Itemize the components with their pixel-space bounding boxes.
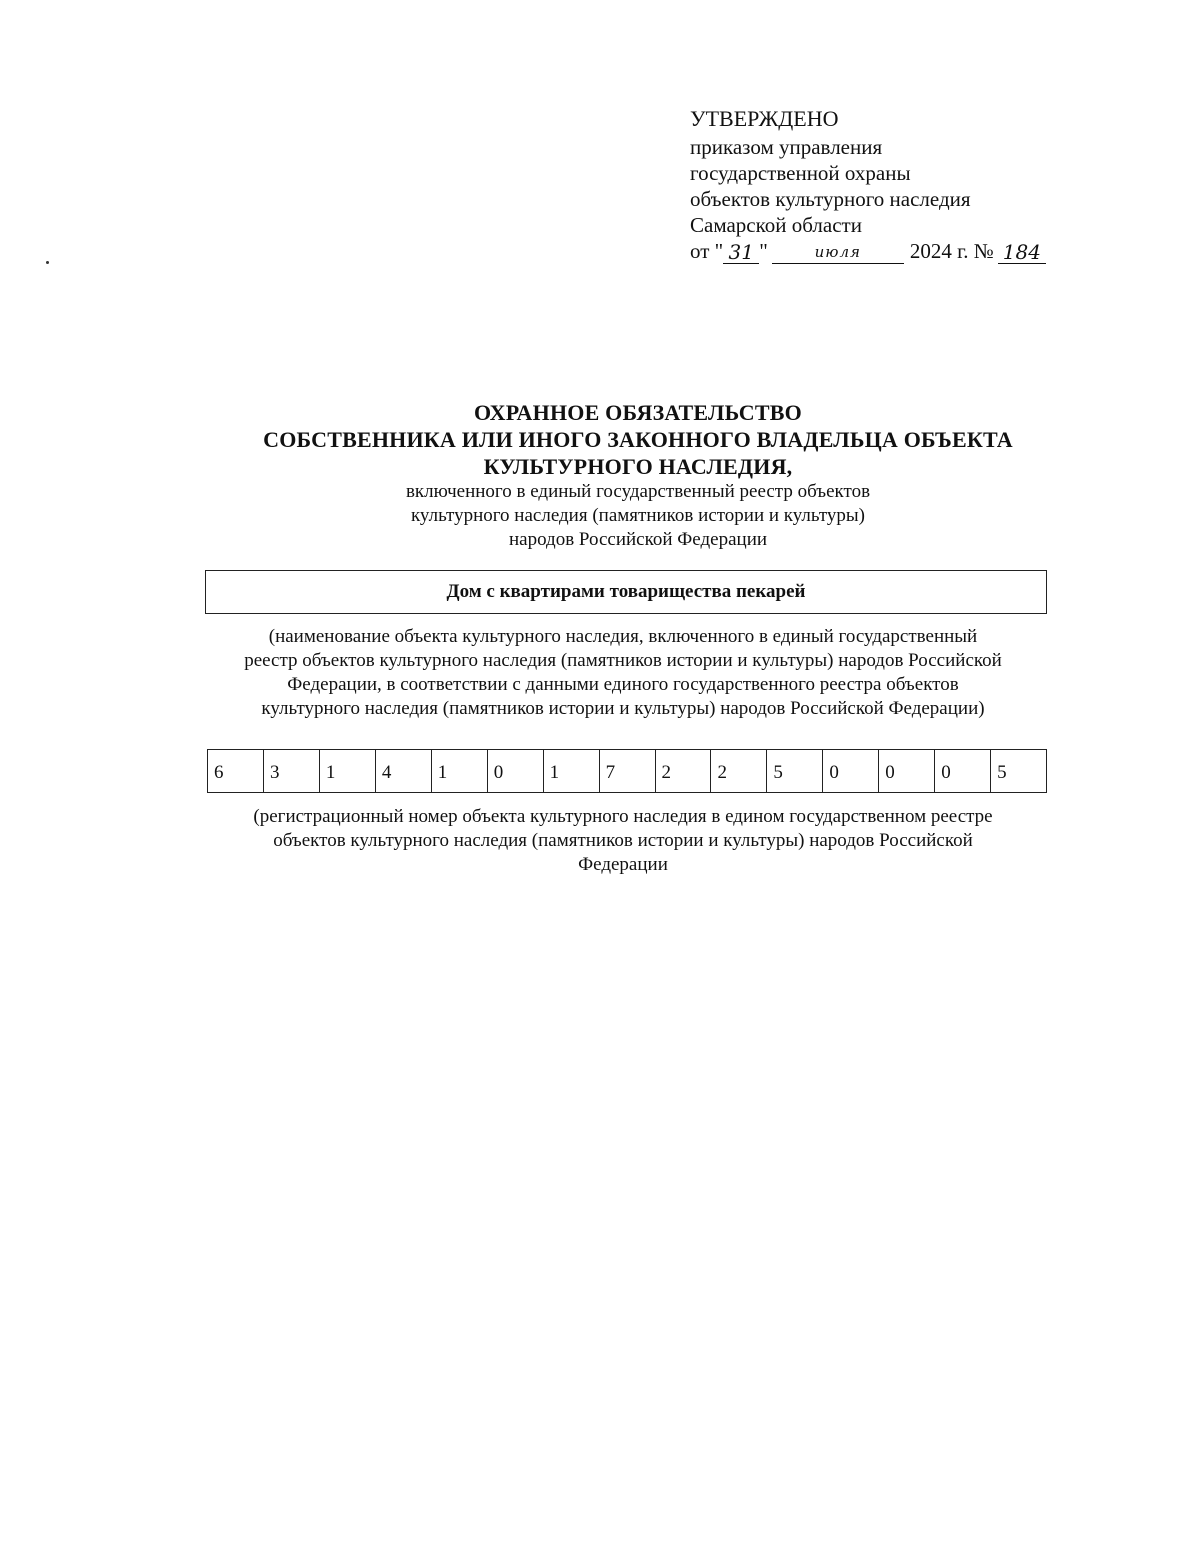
object-name-box <box>205 570 1047 614</box>
order-date-line <box>690 238 1110 264</box>
approval-line: объектов культурного наследия <box>690 187 971 211</box>
approval-line: государственной охраны <box>690 161 911 185</box>
caption-line: реестр объектов культурного наследия (памятников истории и культуры) народов Российской <box>244 650 1002 671</box>
title-line: КУЛЬТУРНОГО НАСЛЕДИЯ, <box>483 454 793 479</box>
caption-line: объектов культурного наследия (памятников истории и культуры) народов Российской <box>273 830 973 851</box>
approval-block <box>690 106 1110 264</box>
approval-line: приказом управления <box>690 135 883 159</box>
handwritten-month: июля <box>772 241 904 264</box>
registration-caption <box>200 805 1046 877</box>
scan-speck <box>46 261 49 264</box>
document-subtitle <box>200 480 1076 552</box>
reg-digit-cell: 0 <box>879 750 935 792</box>
date-year: 2024 г. № <box>909 239 994 263</box>
reg-digit-cell: 5 <box>767 750 823 792</box>
subtitle-line: включенного в единый государственный реестр объектов <box>405 481 871 502</box>
reg-digit-cell: 0 <box>488 750 544 792</box>
registration-number-table <box>207 749 1047 793</box>
reg-digit-cell: 0 <box>823 750 879 792</box>
date-quote-close: " <box>759 239 768 263</box>
reg-digit-cell: 0 <box>935 750 991 792</box>
reg-digit-cell: 1 <box>544 750 600 792</box>
caption-line: (регистрационный номер объекта культурного наследия в едином государственном реестре <box>253 806 993 827</box>
title-line: ОХРАННОЕ ОБЯЗАТЕЛЬСТВО <box>474 400 802 425</box>
caption-line: (наименование объекта культурного наследия, включенного в единый государственный <box>268 626 978 647</box>
title-line: СОБСТВЕННИКА ИЛИ ИНОГО ЗАКОННОГО ВЛАДЕЛЬЦА ОБЪЕКТА <box>263 427 1013 452</box>
subtitle-line: культурного наследия (памятников истории и культуры) <box>410 505 866 526</box>
reg-digit-cell: 7 <box>600 750 656 792</box>
reg-digit-cell: 4 <box>376 750 432 792</box>
reg-digit-cell: 2 <box>711 750 767 792</box>
approval-line: Самарской области <box>690 213 862 237</box>
handwritten-day: 31 <box>723 241 759 264</box>
object-name-caption <box>200 625 1046 721</box>
caption-line: Федерации, в соответствии с данными единого государственного реестра объектов <box>287 674 959 695</box>
document-title <box>200 399 1076 480</box>
reg-digit-cell: 6 <box>208 750 264 792</box>
handwritten-order-number: 184 <box>998 241 1046 264</box>
reg-digit-cell: 2 <box>656 750 712 792</box>
date-prefix: от " <box>690 239 724 263</box>
reg-digit-cell: 1 <box>432 750 488 792</box>
reg-digit-cell: 5 <box>997 762 1007 783</box>
object-name: Дом с квартирами товарищества пекарей <box>446 581 806 602</box>
reg-digit-cell: 1 <box>320 750 376 792</box>
subtitle-line: народов Российской Федерации <box>508 529 768 550</box>
approval-heading: УТВЕРЖДЕНО <box>690 106 839 131</box>
reg-digit-cell: 3 <box>264 750 320 792</box>
caption-line: культурного наследия (памятников истории и культуры) народов Российской Федерации) <box>261 698 985 719</box>
caption-line: Федерации <box>578 854 668 875</box>
